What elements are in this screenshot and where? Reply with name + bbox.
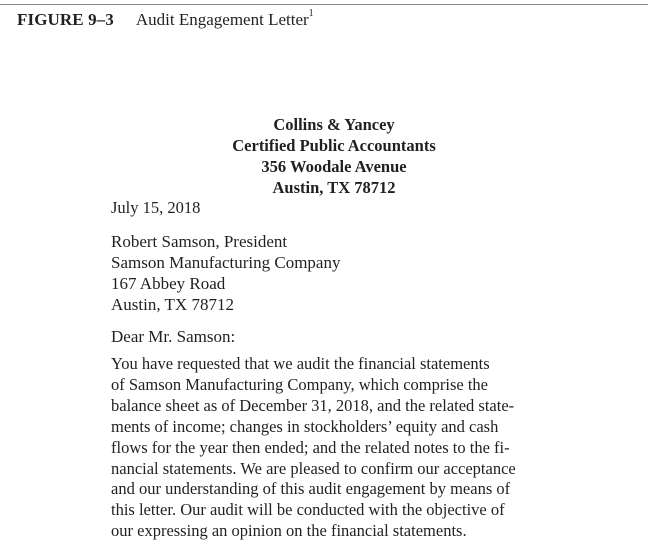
body-line: You have requested that we audit the financial statements [111,354,490,373]
firm-city-state-zip: Austin, TX 78712 [272,178,396,197]
salutation: Dear Mr. Samson: [111,327,236,346]
recipient-street: 167 Abbey Road [111,274,226,293]
figure-title: Audit Engagement Letter [135,10,309,29]
body-line: this letter. Our audit will be conducted with the objective of [111,500,505,520]
firm-street: 356 Woodale Avenue [261,157,407,176]
body-line: of Samson Manufacturing Company, which comprise the [111,374,488,394]
letterhead [217,114,451,198]
recipient-name-title: Robert Samson, President [111,232,288,251]
recipient-city-state-zip: Austin, TX 78712 [111,295,234,314]
figure-label: FIGURE 9–3 [17,10,114,29]
firm-name: Collins & Yancey [273,115,395,134]
body-line: ments of income; changes in stockholders’ equity and cash [111,416,499,436]
top-divider [0,4,648,5]
footnote-marker: 1 [308,8,314,20]
figure-caption [17,10,314,30]
body-line: our expressing an opinion on the financial statements. [111,521,467,541]
recipient-company: Samson Manufacturing Company [111,253,341,272]
letter-body [111,354,516,542]
body-line: and our understanding of this audit engagement by means of [111,479,511,499]
firm-subtitle: Certified Public Accountants [232,136,436,155]
body-line: nancial statements. We are pleased to confirm our acceptance [111,458,516,478]
body-line: flows for the year then ended; and the related notes to the fi- [111,437,510,457]
letter-date: July 15, 2018 [111,198,201,217]
recipient-address [111,231,340,315]
body-line: balance sheet as of December 31, 2018, and the related state- [111,395,515,415]
